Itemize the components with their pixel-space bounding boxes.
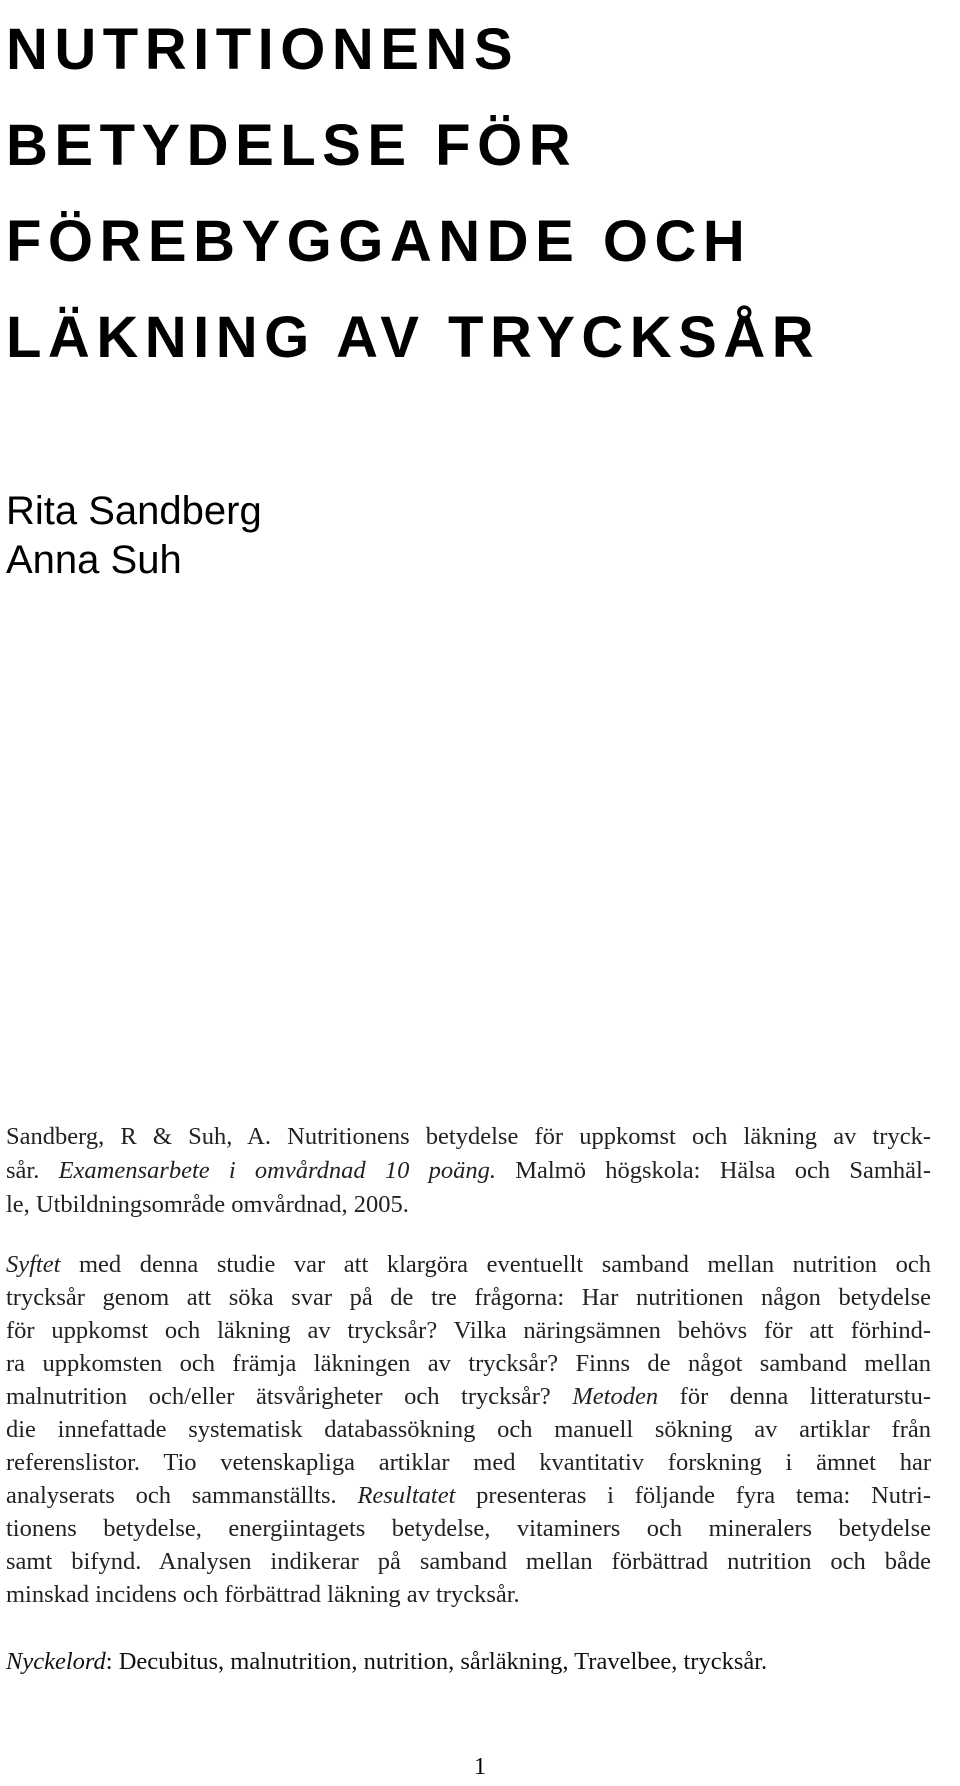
abstract-text: trycksår genom att söka svar på de tre frågorna: Har nutritionen någon betydelse (6, 1284, 931, 1311)
citation-text: Malmö högskola: Hälsa och Samhäl- (495, 1157, 932, 1184)
abstract-text: tionens betydelse, energiintagets betydelse, vitaminers och mineralers betydelse (6, 1515, 931, 1542)
abstract-text: die innefattade systematisk databassökning och manuell sökning av artiklar från (6, 1416, 931, 1443)
abstract-line (6, 1281, 931, 1314)
abstract-line (6, 1446, 931, 1479)
abstract-line (6, 1479, 931, 1512)
abstract-line (6, 1578, 931, 1611)
abstract-text: ra uppkomsten och främja läkningen av trycksår? Finns de något samband mellan (6, 1350, 931, 1377)
abstract-text: samt bifynd. Analysen indikerar på samband mellan förbättrad nutrition och både (6, 1548, 931, 1575)
abstract-text: analyserats och sammanställts. (6, 1482, 358, 1509)
abstract-line (6, 1347, 931, 1380)
abstract-text: presenteras i följande fyra tema: Nutri- (455, 1482, 931, 1509)
abstract-line (6, 1512, 931, 1545)
title-line: FÖREBYGGANDE OCH (6, 209, 752, 274)
citation-line (6, 1188, 931, 1222)
abstract-text: med denna studie var att klargöra eventuellt samband mellan nutrition och (60, 1251, 931, 1278)
abstract-text: malnutrition och/eller ätsvårigheter och trycksår? (6, 1383, 573, 1410)
abstract-result-label: Resultatet (357, 1482, 456, 1509)
abstract-text: för denna litteraturstu- (658, 1383, 931, 1410)
keywords-text: : Decubitus, malnutrition, nutrition, sårläkning, Travelbee, trycksår. (105, 1648, 768, 1675)
abstract-text: för uppkomst och läkning av trycksår? Vilka näringsämnen behövs för att förhind- (6, 1317, 931, 1344)
abstract-aim-label: Syftet (6, 1251, 61, 1278)
keywords-label: Nyckelord (6, 1648, 106, 1675)
title-line: LÄKNING AV TRYCKSÅR (6, 305, 821, 370)
citation-text: le, Utbildningsområde omvårdnad, 2005. (6, 1191, 409, 1218)
title-line: NUTRITIONENS (6, 17, 519, 82)
author-list (6, 487, 262, 585)
title-line: BETYDELSE FÖR (6, 113, 578, 178)
abstract-line (6, 1314, 931, 1347)
citation-line (6, 1154, 931, 1188)
keywords-line (6, 1645, 931, 1678)
document-title (6, 2, 956, 386)
abstract-line (6, 1545, 931, 1578)
abstract-line (6, 1380, 931, 1413)
abstract-line (6, 1248, 931, 1281)
citation-text: sår. (6, 1157, 59, 1184)
author-name: Anna Suh (6, 538, 182, 582)
abstract-method-label: Metoden (572, 1383, 659, 1410)
abstract-line (6, 1413, 931, 1446)
citation-text: Sandberg, R & Suh, A. Nutritionens betydelse för uppkomst och läkning av tryck- (6, 1123, 931, 1150)
citation-line (6, 1120, 931, 1154)
abstract-paragraph (6, 1248, 931, 1611)
author-name: Rita Sandberg (6, 489, 262, 533)
page-number: 1 (474, 1754, 486, 1780)
abstract-text: minskad incidens och förbättrad läkning av trycksår. (6, 1581, 520, 1608)
abstract-text: referenslistor. Tio vetenskapliga artiklar med kvantitativ forskning i ämnet har (6, 1449, 931, 1476)
citation-thesis-type: Examensarbete i omvårdnad 10 poäng. (58, 1157, 496, 1184)
citation-block (6, 1120, 931, 1222)
